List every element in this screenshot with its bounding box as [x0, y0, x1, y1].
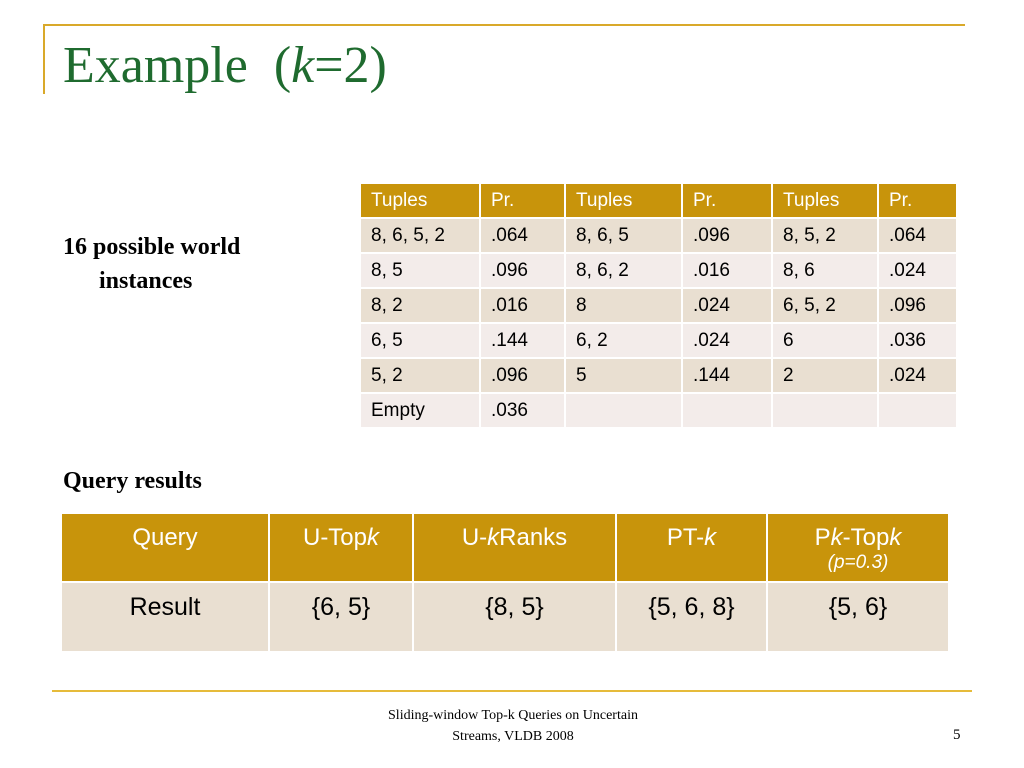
table-cell: 8, 5 [360, 253, 480, 288]
table-cell: 5, 2 [360, 358, 480, 393]
table-cell [565, 393, 682, 428]
result-cell: {8, 5} [413, 582, 616, 652]
header-cell: Pr. [682, 183, 772, 218]
top-accent-line [43, 24, 965, 26]
possible-worlds-table [359, 182, 958, 429]
table-row [360, 358, 957, 393]
table-cell: 8, 6, 2 [565, 253, 682, 288]
table-cell [682, 393, 772, 428]
table-cell: .036 [480, 393, 565, 428]
table-cell: 8, 6, 5, 2 [360, 218, 480, 253]
header-u-topk: U-Topk [269, 513, 413, 582]
possible-worlds-label: 16 possible world instances [63, 234, 241, 294]
header-cell: Tuples [360, 183, 480, 218]
table-row [360, 218, 957, 253]
header-pt-k: PT-k [616, 513, 767, 582]
header-cell: Pr. [878, 183, 957, 218]
result-cell: {5, 6} [767, 582, 949, 652]
table-cell: .096 [878, 288, 957, 323]
table-cell: .144 [480, 323, 565, 358]
header-cell: Pr. [480, 183, 565, 218]
table-cell: 6, 2 [565, 323, 682, 358]
table-cell: .024 [682, 323, 772, 358]
table-cell: 8, 5, 2 [772, 218, 878, 253]
page-number: 5 [953, 727, 961, 743]
slide-title: Example (k=2) [63, 37, 387, 94]
table-cell: .016 [480, 288, 565, 323]
table-cell: 8, 2 [360, 288, 480, 323]
left-accent-line [43, 24, 45, 94]
threshold-note: (p=0.3) [827, 552, 889, 573]
table-row [360, 288, 957, 323]
table-cell: .096 [480, 358, 565, 393]
table-cell: .096 [480, 253, 565, 288]
table-header-row [61, 513, 949, 582]
table-cell: 6 [772, 323, 878, 358]
table-cell: .024 [878, 253, 957, 288]
table-cell: 8 [565, 288, 682, 323]
table-cell [772, 393, 878, 428]
header-pk-topk: Pk-Topk (p=0.3) [767, 513, 949, 582]
table-row [360, 253, 957, 288]
result-cell: {6, 5} [269, 582, 413, 652]
bottom-accent-line [52, 690, 972, 692]
header-u-kranks: U-kRanks [413, 513, 616, 582]
header-cell: Tuples [565, 183, 682, 218]
table-row [360, 393, 957, 428]
query-results-label: Query results [63, 468, 202, 494]
table-cell: 2 [772, 358, 878, 393]
result-cell: {5, 6, 8} [616, 582, 767, 652]
table-cell: .096 [682, 218, 772, 253]
row-label-cell: Result [61, 582, 269, 652]
table-cell: .024 [682, 288, 772, 323]
table-cell: .064 [878, 218, 957, 253]
table-cell: .036 [878, 323, 957, 358]
table-cell: 6, 5 [360, 323, 480, 358]
table-cell: .144 [682, 358, 772, 393]
table-cell [878, 393, 957, 428]
table-row [61, 582, 949, 652]
table-cell: 6, 5, 2 [772, 288, 878, 323]
table-cell: 8, 6, 5 [565, 218, 682, 253]
header-query: Query [61, 513, 269, 582]
query-results-table [60, 512, 950, 653]
table-cell: .024 [878, 358, 957, 393]
table-header-row [360, 183, 957, 218]
table-row [360, 323, 957, 358]
table-cell: 8, 6 [772, 253, 878, 288]
table-cell: .064 [480, 218, 565, 253]
table-cell: Empty [360, 393, 480, 428]
header-cell: Tuples [772, 183, 878, 218]
table-cell: 5 [565, 358, 682, 393]
table-cell: .016 [682, 253, 772, 288]
footer-citation: Sliding-window Top-k Queries on Uncertain Streams, VLDB 2008 [388, 708, 638, 744]
